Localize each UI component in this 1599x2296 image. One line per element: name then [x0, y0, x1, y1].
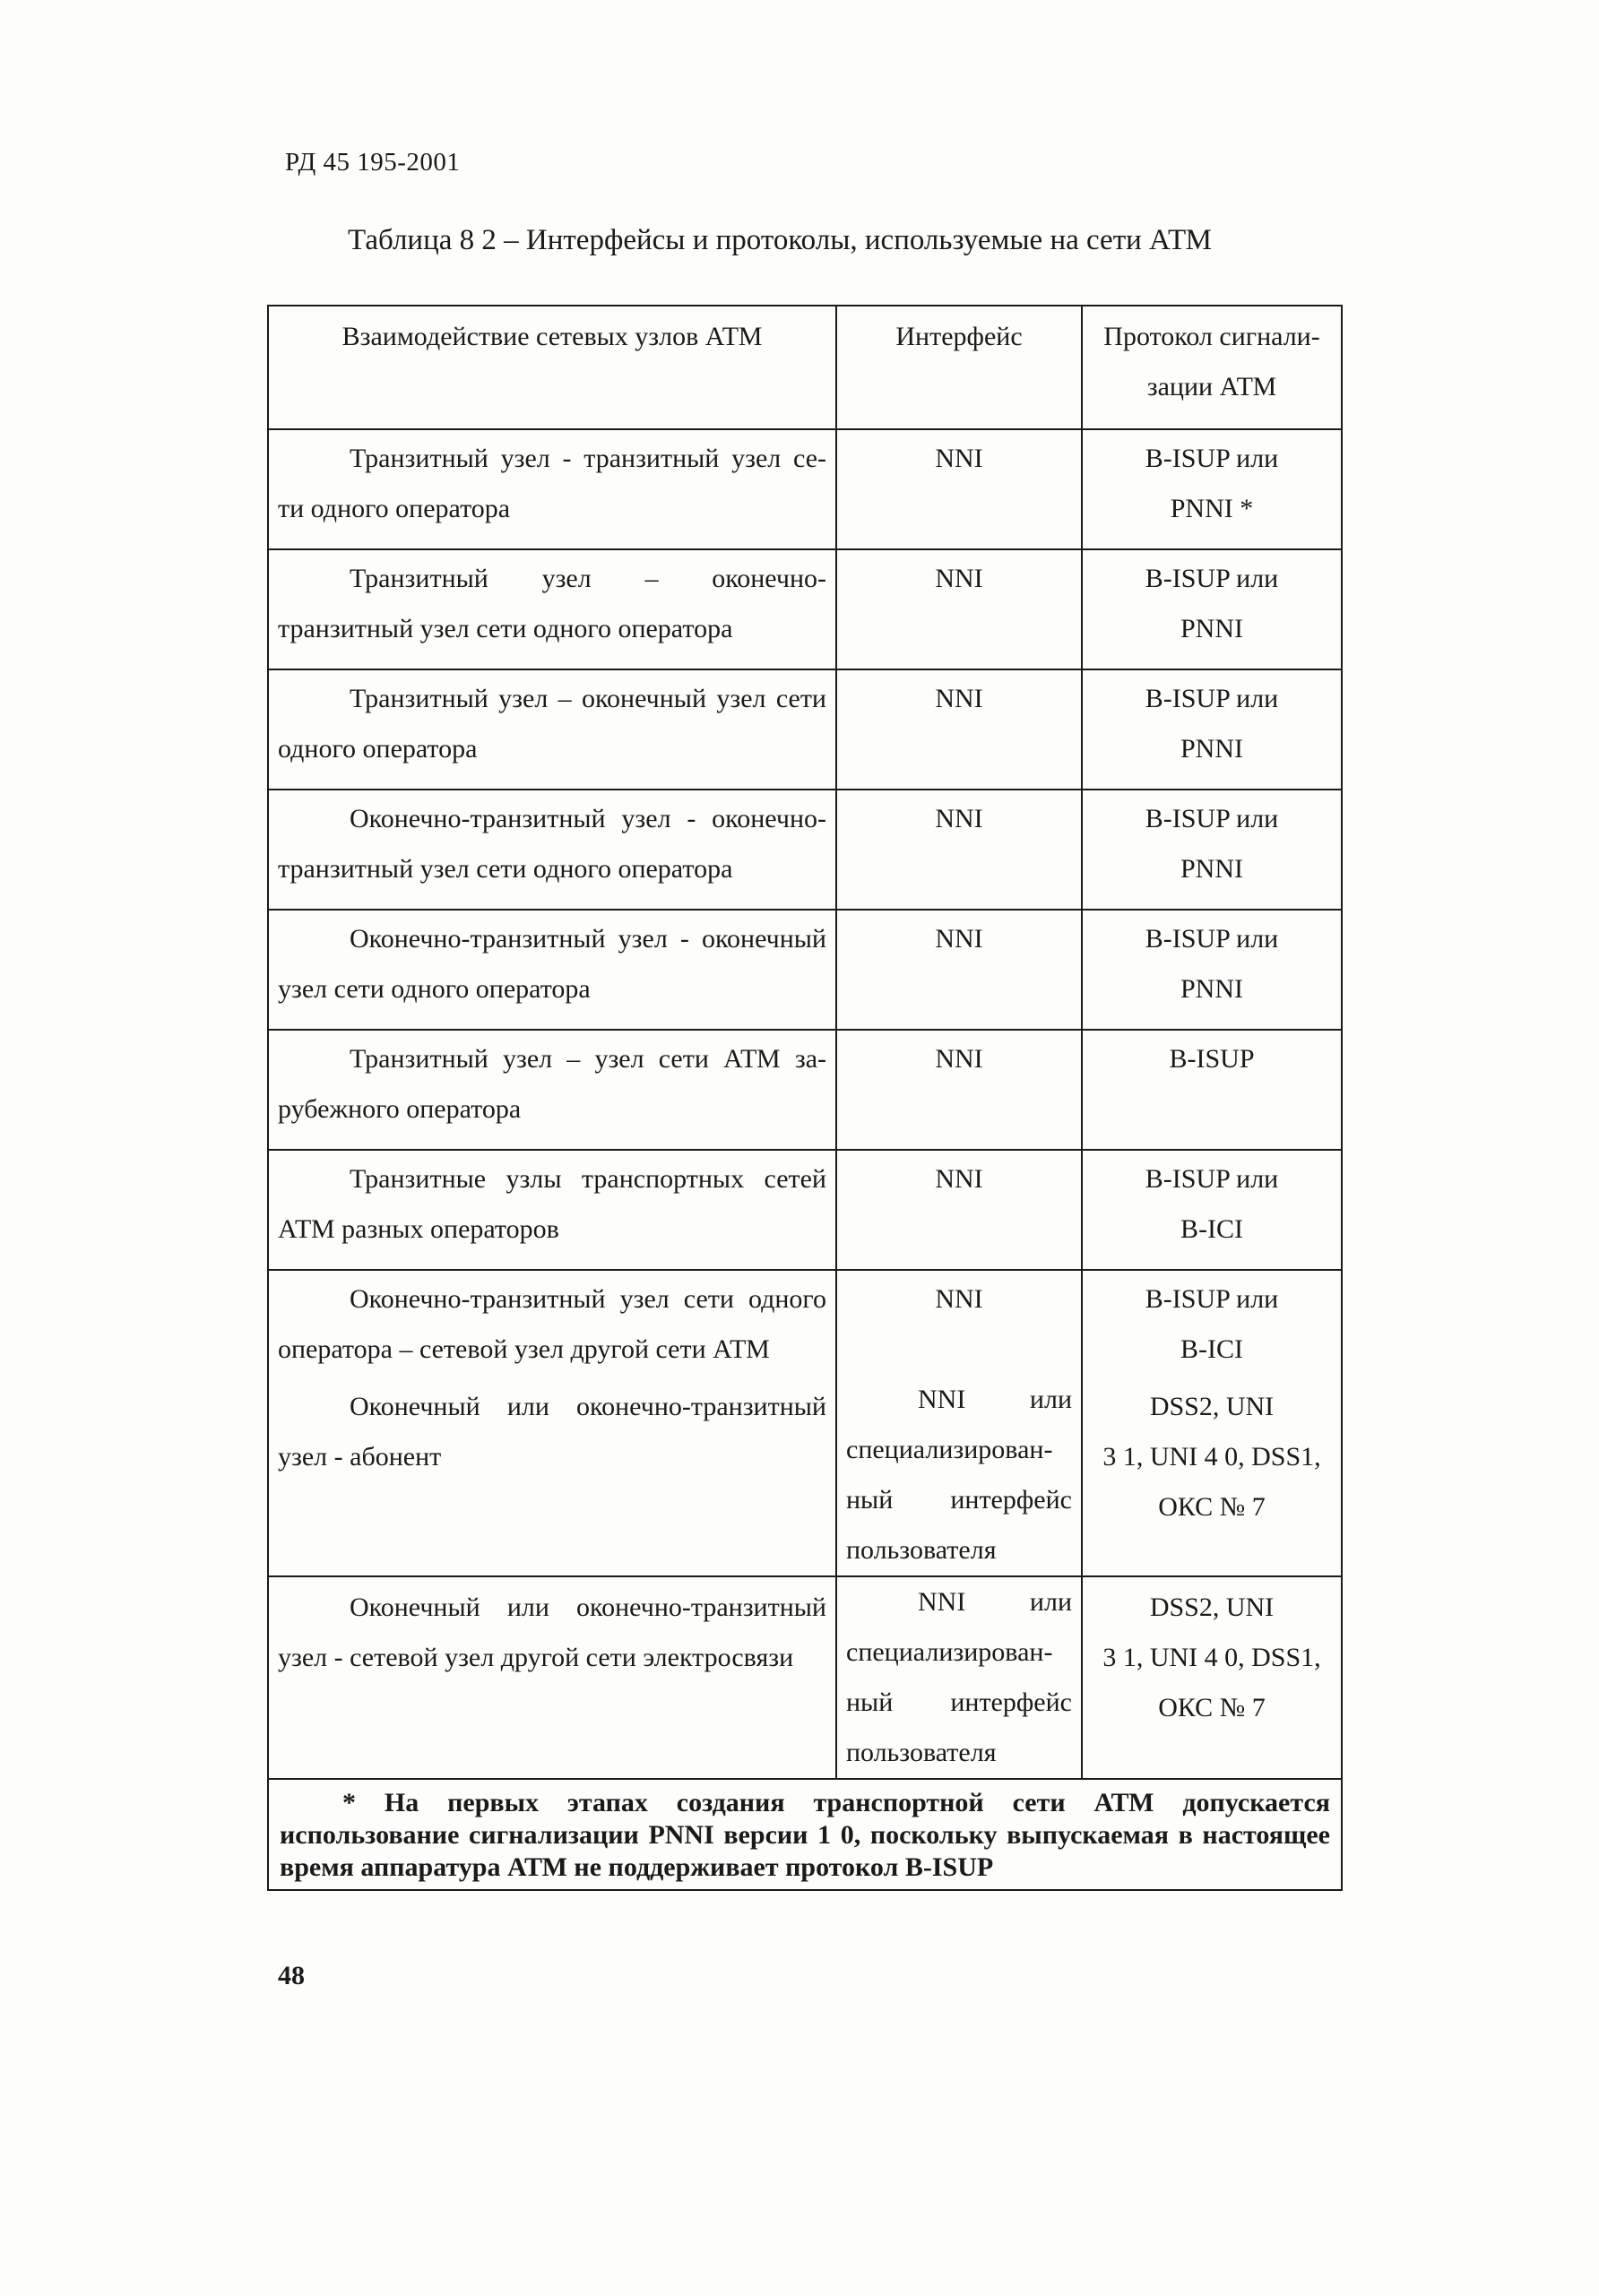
- page-number: 48: [278, 1961, 305, 1990]
- cell-interface: NNI или специализирован- ный интерфейс пользователя: [836, 1576, 1082, 1779]
- table-row: [268, 1030, 1342, 1150]
- table-row: [268, 669, 1342, 790]
- cell-interaction: Оконечно-транзитный узел - оконечно- транзитный узел сети одного оператора: [268, 790, 836, 910]
- cell-protocol: DSS2, UNI 3 1, UNI 4 0, DSS1, ОКС № 7: [1082, 1576, 1342, 1779]
- cell-interface: NNI NNI или специализирован- ный интерфейс пользователя: [836, 1270, 1082, 1576]
- cell-protocol: B-ISUP или PNNI: [1082, 910, 1342, 1030]
- table-row: [268, 429, 1342, 549]
- cell-interface: NNI: [836, 790, 1082, 910]
- table-row: [268, 910, 1342, 1030]
- header-interface: Интерфейс: [836, 306, 1082, 429]
- cell-interaction: Транзитные узлы транспортных сетей АТМ разных операторов: [268, 1150, 836, 1270]
- cell-protocol: B-ISUP или B-ICI: [1082, 1150, 1342, 1270]
- table-header-row: [268, 306, 1342, 429]
- cell-interface: NNI: [836, 910, 1082, 1030]
- interfaces-table: [267, 305, 1343, 1891]
- table-footnote: * На первых этапах создания транспортной сети АТМ допускается использование сигнализации PNNI версии 1 0, поскольку выпускаемая в настоящее время аппаратура АТМ не поддерживает протокол B-ISUP: [268, 1779, 1342, 1890]
- header-interaction: Взаимодействие сетевых узлов АТМ: [268, 306, 836, 429]
- cell-interaction: Транзитный узел – оконечно- транзитный узел сети одного оператора: [268, 549, 836, 669]
- table-row: [268, 790, 1342, 910]
- cell-interaction: Транзитный узел - транзитный узел се- ти одного оператора: [268, 429, 836, 549]
- cell-protocol: B-ISUP или PNNI: [1082, 669, 1342, 790]
- cell-interaction: Оконечный или оконечно-транзитный узел - сетевой узел другой сети электросвязи: [268, 1576, 836, 1779]
- cell-interaction: Транзитный узел – узел сети АТМ за- рубежного оператора: [268, 1030, 836, 1150]
- cell-protocol: B-ISUP или PNNI: [1082, 549, 1342, 669]
- cell-interaction: Оконечно-транзитный узел сети одного оператора – сетевой узел другой сети АТМ Оконечный или оконечно-транзитный узел - абонент: [268, 1270, 836, 1576]
- cell-interface: NNI: [836, 669, 1082, 790]
- table-row: [268, 549, 1342, 669]
- table-caption: Таблица 8 2 – Интерфейсы и протоколы, используемые на сети АТМ: [348, 224, 1213, 256]
- cell-interface: NNI: [836, 1150, 1082, 1270]
- cell-protocol: B-ISUP или B-ICI DSS2, UNI 3 1, UNI 4 0, DSS1, ОКС № 7: [1082, 1270, 1342, 1576]
- cell-interface: NNI: [836, 429, 1082, 549]
- document-code: РД 45 195-2001: [285, 148, 461, 177]
- table-row: [268, 1150, 1342, 1270]
- header-protocol: Протокол сигнали- зации АТМ: [1082, 306, 1342, 429]
- cell-protocol: B-ISUP или PNNI: [1082, 790, 1342, 910]
- cell-protocol: B-ISUP или PNNI *: [1082, 429, 1342, 549]
- cell-interaction: Оконечно-транзитный узел - оконечный узел сети одного оператора: [268, 910, 836, 1030]
- cell-interface: NNI: [836, 1030, 1082, 1150]
- table-footnote-row: [268, 1779, 1342, 1890]
- cell-protocol: B-ISUP: [1082, 1030, 1342, 1150]
- cell-interaction: Транзитный узел – оконечный узел сети одного оператора: [268, 669, 836, 790]
- cell-interface: NNI: [836, 549, 1082, 669]
- table-row: [268, 1270, 1342, 1576]
- table-row: [268, 1576, 1342, 1779]
